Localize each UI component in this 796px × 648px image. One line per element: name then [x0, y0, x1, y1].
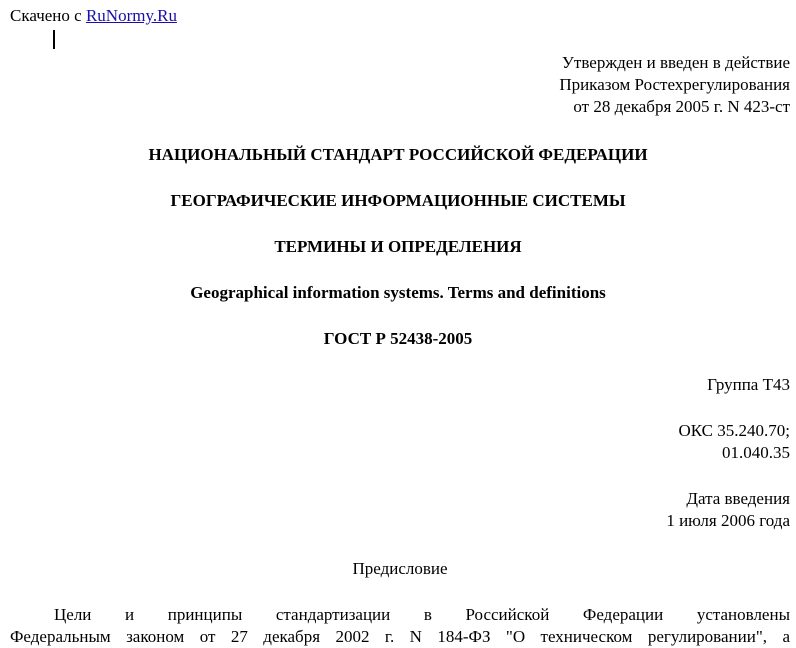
source-line — [10, 6, 177, 26]
national-standard-heading: НАЦИОНАЛЬНЫЙ СТАНДАРТ РОССИЙСКОЙ ФЕДЕРАЦИИ — [148, 145, 648, 164]
source-prefix: Скачено с — [10, 6, 86, 25]
effective-date-label: Дата введения — [686, 489, 790, 508]
oks-block — [678, 420, 790, 464]
document-title: ГЕОГРАФИЧЕСКИЕ ИНФОРМАЦИОННЫЕ СИСТЕМЫ — [170, 191, 626, 210]
effective-date-block — [666, 488, 790, 532]
paragraph-line: Цели и принципы стандартизации в Российской Федерации установлены — [54, 605, 790, 624]
group-code: Группа Т43 — [707, 375, 790, 394]
approval-line: Приказом Ростехрегулирования — [559, 75, 790, 94]
approval-block — [559, 52, 790, 118]
document-subtitle: ТЕРМИНЫ И ОПРЕДЕЛЕНИЯ — [274, 237, 522, 256]
effective-date-value: 1 июля 2006 года — [666, 511, 790, 530]
approval-line: Утвержден и введен в действие — [561, 53, 790, 72]
english-title: Geographical information systems. Terms and definitions — [190, 283, 606, 302]
approval-line: от 28 декабря 2005 г. N 423-ст — [573, 97, 790, 116]
standard-number: ГОСТ Р 52438-2005 — [323, 329, 473, 348]
text-cursor — [53, 30, 55, 49]
paragraph-line: Федеральным законом от 27 декабря 2002 г. N 184-ФЗ "О техническом регулировании", а — [10, 627, 790, 646]
oks-code: ОКС 35.240.70; — [678, 421, 790, 440]
foreword-title: Предисловие — [352, 559, 448, 578]
group-block — [707, 374, 790, 396]
oks-code: 01.040.35 — [722, 443, 790, 462]
foreword-paragraph — [10, 604, 790, 648]
source-link[interactable]: RuNormy.Ru — [85, 6, 177, 25]
